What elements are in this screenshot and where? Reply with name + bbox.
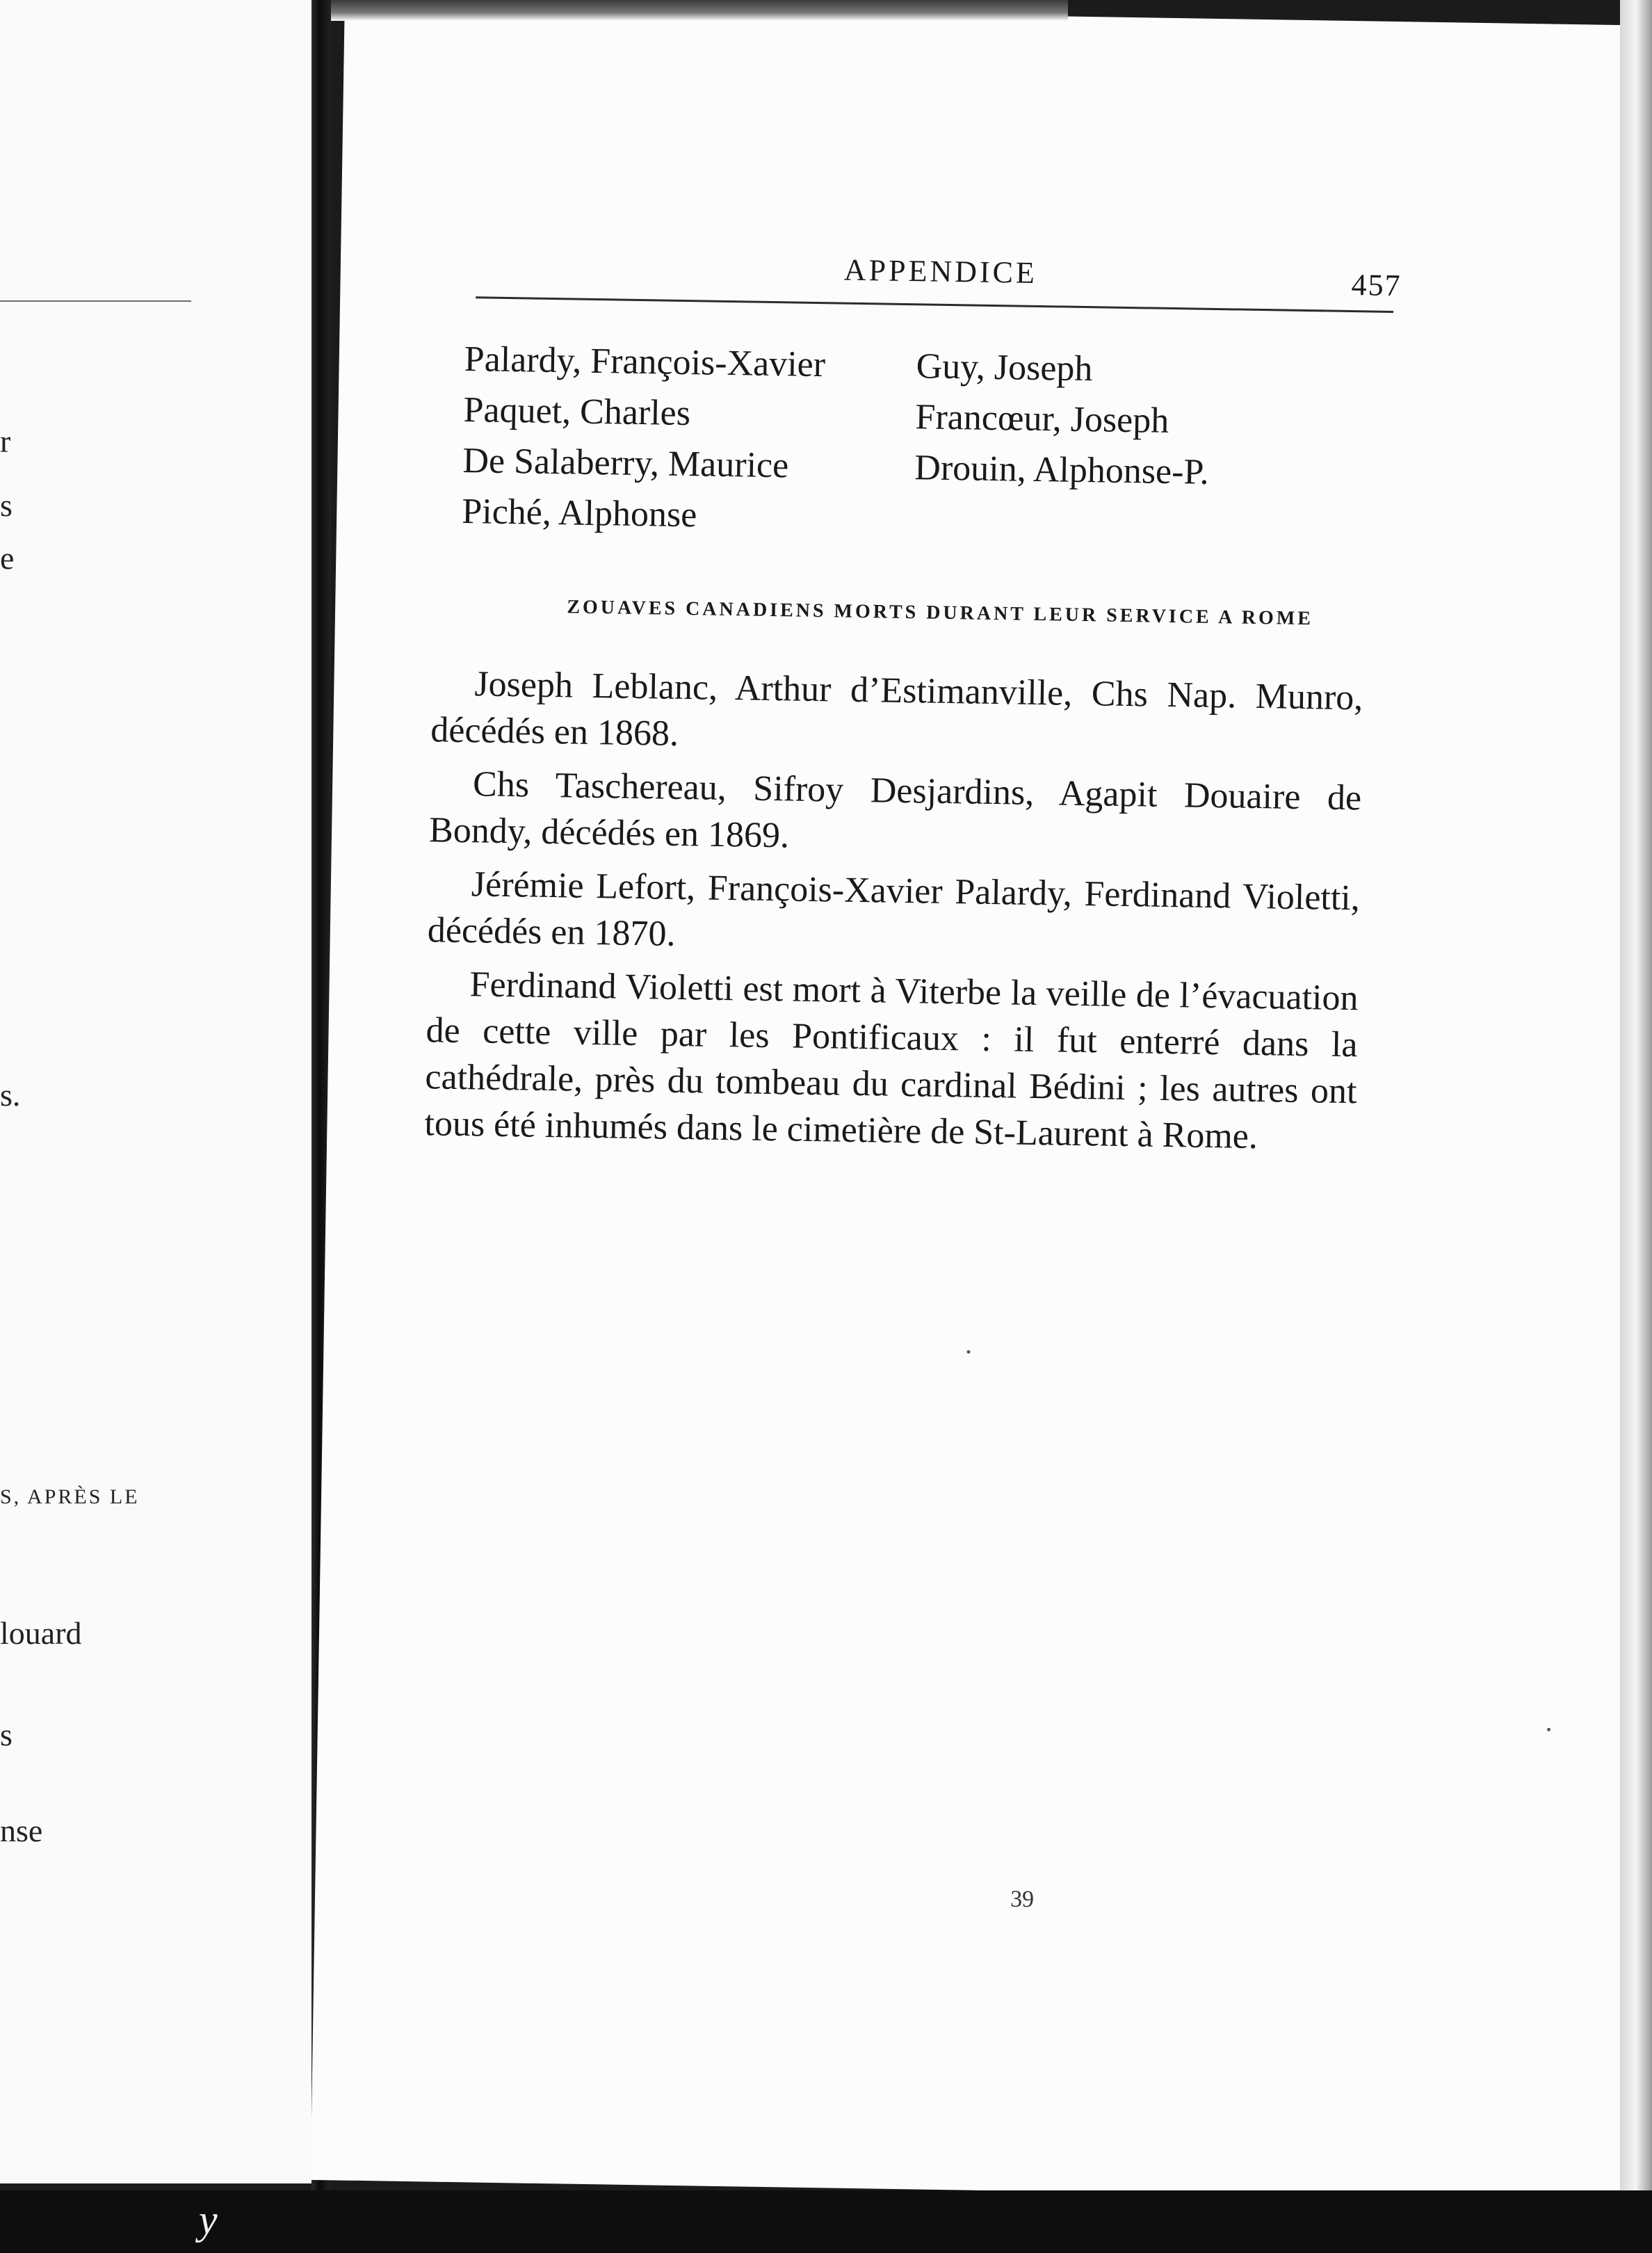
name-entry: Drouin, Alphonse-P. xyxy=(914,448,1210,492)
left-frag-s2: s xyxy=(0,1717,13,1752)
paragraph: Chs Taschereau, Sifroy Desjardins, Agapit Douaire de Bondy, décédés en 1869. xyxy=(428,764,1362,856)
paper-speck xyxy=(966,1350,970,1354)
scan-bottom-edge xyxy=(0,2190,1652,2253)
name-entry: De Salaberry, Maurice xyxy=(462,440,789,486)
left-frag-s1: s xyxy=(0,487,13,523)
left-frag-s-dot: s. xyxy=(0,1077,21,1113)
section-heading: ZOUAVES CANADIENS MORTS DURANT LEUR SERVICE A ROME xyxy=(567,596,1314,630)
names-list xyxy=(462,334,1410,551)
body-text xyxy=(424,660,1363,1168)
running-head: APPENDICE xyxy=(843,252,1038,290)
page-number: 457 xyxy=(1351,268,1402,303)
margin-scrawl: y xyxy=(199,2197,218,2243)
name-entry: Piché, Alphonse xyxy=(461,491,697,535)
name-entry: Guy, Joseph xyxy=(916,346,1093,389)
name-entry xyxy=(914,493,1366,551)
left-frag-louard: louard xyxy=(0,1615,82,1651)
paragraph: Jérémie Lefort, François-Xavier Palardy, Ferdinand Violetti, décédés en 1870. xyxy=(427,864,1361,954)
left-facing-page xyxy=(0,0,311,2183)
left-frag-r: r xyxy=(0,423,11,459)
right-page xyxy=(311,5,1652,2200)
name-entry: Palardy, François-Xavier xyxy=(464,339,826,385)
name-entry: Paquet, Charles xyxy=(463,389,691,434)
scan-top-edge xyxy=(331,0,1068,21)
page-edge-stack xyxy=(1620,0,1652,2253)
left-frag-nse: nse xyxy=(0,1813,43,1848)
name-entry: Francœur, Joseph xyxy=(915,397,1169,441)
left-frag-e: e xyxy=(0,540,15,576)
paragraph: Joseph Leblanc, Arthur d’Estimanville, Chs Nap. Munro, décédés en 1868. xyxy=(430,664,1363,754)
page-header xyxy=(341,225,1652,301)
left-page-rule xyxy=(0,300,191,302)
header-rule xyxy=(476,296,1393,313)
left-frag-apres-le: S, APRÈS LE xyxy=(0,1485,140,1508)
signature-mark: 39 xyxy=(1010,1886,1035,1913)
paragraph: Ferdinand Violetti est mort à Viterbe la veille de l’évacuation de cette ville par les Pontificaux : il fut enterré dans la cathédrale, près du tombeau du cardinal Bédini ; les autres ont tous été inhumés dans le cimetière de St-Laurent à Rome. xyxy=(424,964,1359,1157)
paper-speck xyxy=(1547,1728,1550,1731)
